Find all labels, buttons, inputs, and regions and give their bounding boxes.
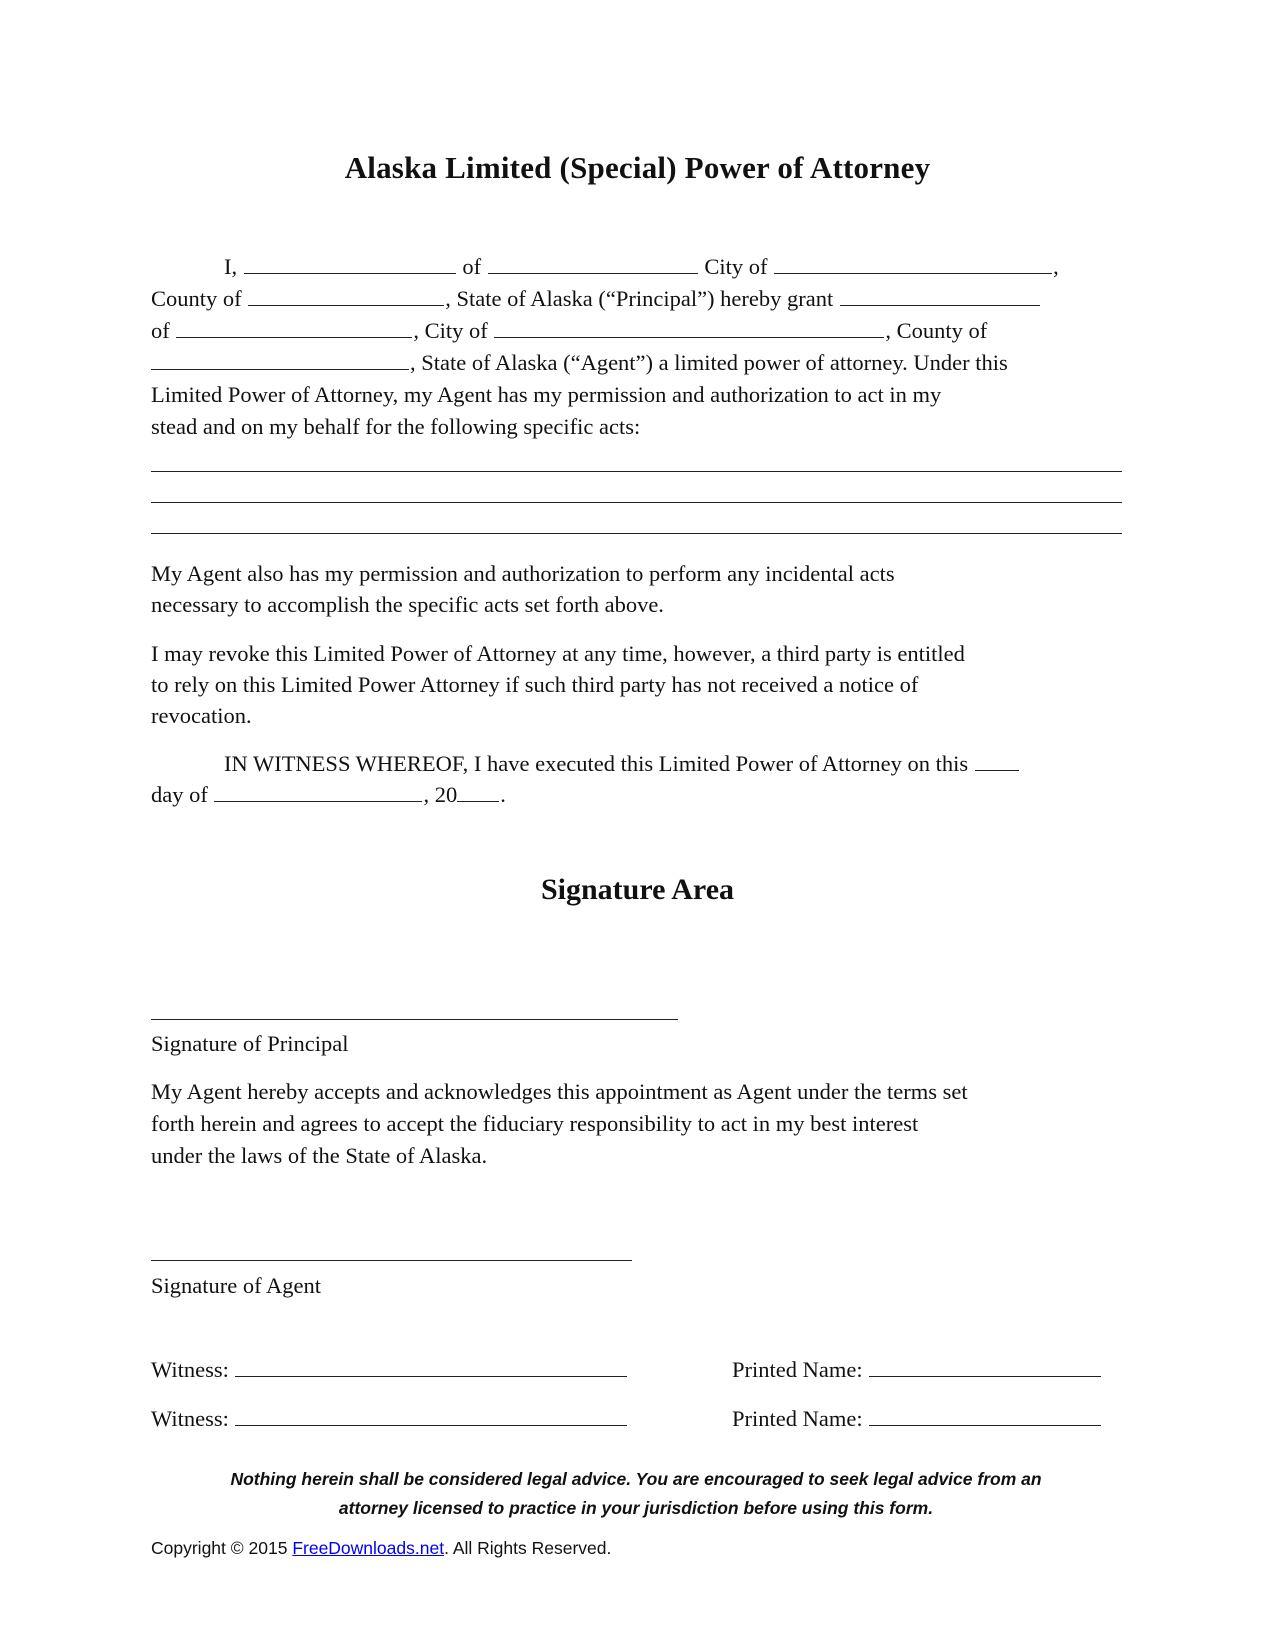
witness-whereof-line-2: day of , 20 .: [151, 782, 506, 807]
witness-1-signature-blank[interactable]: [235, 1356, 627, 1377]
execution-day-blank[interactable]: [975, 750, 1019, 771]
execution-year-blank[interactable]: [457, 781, 499, 802]
witness-whereof-line-1: IN WITNESS WHEREOF, I have executed this Limited Power of Attorney on this: [151, 748, 1123, 780]
acceptance-line-2: forth herein and agrees to accept the fiduciary responsibility to act in my best interest: [151, 1111, 919, 1136]
agent-signature-label: Signature of Agent: [151, 1273, 321, 1298]
disclaimer-line-1: Nothing herein shall be considered legal advice. You are encouraged to seek legal advice from an: [230, 1469, 1042, 1489]
witness-2-printed-name-blank[interactable]: [869, 1405, 1101, 1426]
copyright-notice: Copyright © 2015 FreeDownloads.net. All Rights Reserved.: [151, 1538, 612, 1558]
incidental-line-1: My Agent also has my permission and authorization to perform any incidental acts: [151, 561, 895, 586]
principal-county-blank[interactable]: [248, 285, 444, 306]
execution-month-blank[interactable]: [214, 781, 422, 802]
agent-county-blank[interactable]: [151, 349, 409, 370]
agent-address-blank[interactable]: [176, 317, 412, 338]
agent-city-blank[interactable]: [494, 317, 884, 338]
specific-acts-line-2[interactable]: [151, 502, 1122, 503]
grant-line-1: I, of City of ,: [224, 254, 1059, 279]
revoke-line-3: revocation.: [151, 703, 252, 728]
grant-line-5: Limited Power of Attorney, my Agent has my permission and authorization to act in my: [151, 382, 942, 407]
document-title: Alaska Limited (Special) Power of Attorney: [344, 150, 931, 185]
disclaimer-line-2: attorney licensed to practice in your jurisdiction before using this form.: [338, 1498, 934, 1518]
acceptance-line-1: My Agent hereby accepts and acknowledges this appointment as Agent under the terms set: [151, 1079, 968, 1104]
grant-line-2: County of , State of Alaska (“Principal”) hereby grant: [151, 283, 1123, 315]
principal-city-blank[interactable]: [774, 253, 1052, 274]
freedownloads-link[interactable]: FreeDownloads.net: [292, 1538, 445, 1558]
acceptance-line-3: under the laws of the State of Alaska.: [151, 1143, 488, 1168]
principal-signature-label: Signature of Principal: [151, 1031, 349, 1056]
agent-signature-line[interactable]: [151, 1260, 632, 1261]
witness-1-printed-name: Printed Name:: [732, 1356, 1102, 1383]
principal-signature-line[interactable]: [151, 1019, 678, 1020]
revoke-line-2: to rely on this Limited Power Attorney if such third party has not received a notice of: [151, 672, 919, 697]
grant-line-6: stead and on my behalf for the following specific acts:: [151, 414, 641, 439]
witness-1-printed-name-blank[interactable]: [869, 1356, 1101, 1377]
witness-1: Witness:: [151, 1356, 628, 1383]
witness-2-signature-blank[interactable]: [235, 1405, 627, 1426]
witness-2-printed-name: Printed Name:: [732, 1405, 1102, 1432]
principal-name-blank[interactable]: [244, 253, 456, 274]
grant-line-4: , State of Alaska (“Agent”) a limited power of attorney. Under this: [151, 347, 1123, 379]
specific-acts-line-3[interactable]: [151, 533, 1122, 534]
specific-acts-line-1[interactable]: [151, 471, 1122, 472]
grant-line-3: of , City of , County of: [151, 318, 988, 343]
revoke-line-1: I may revoke this Limited Power of Attorney at any time, however, a third party is entitled: [151, 641, 965, 666]
incidental-line-2: necessary to accomplish the specific acts set forth above.: [151, 592, 664, 617]
principal-address-blank[interactable]: [488, 253, 698, 274]
witness-2: Witness:: [151, 1405, 628, 1432]
agent-name-blank[interactable]: [840, 285, 1040, 306]
signature-area-heading: Signature Area: [540, 873, 735, 906]
